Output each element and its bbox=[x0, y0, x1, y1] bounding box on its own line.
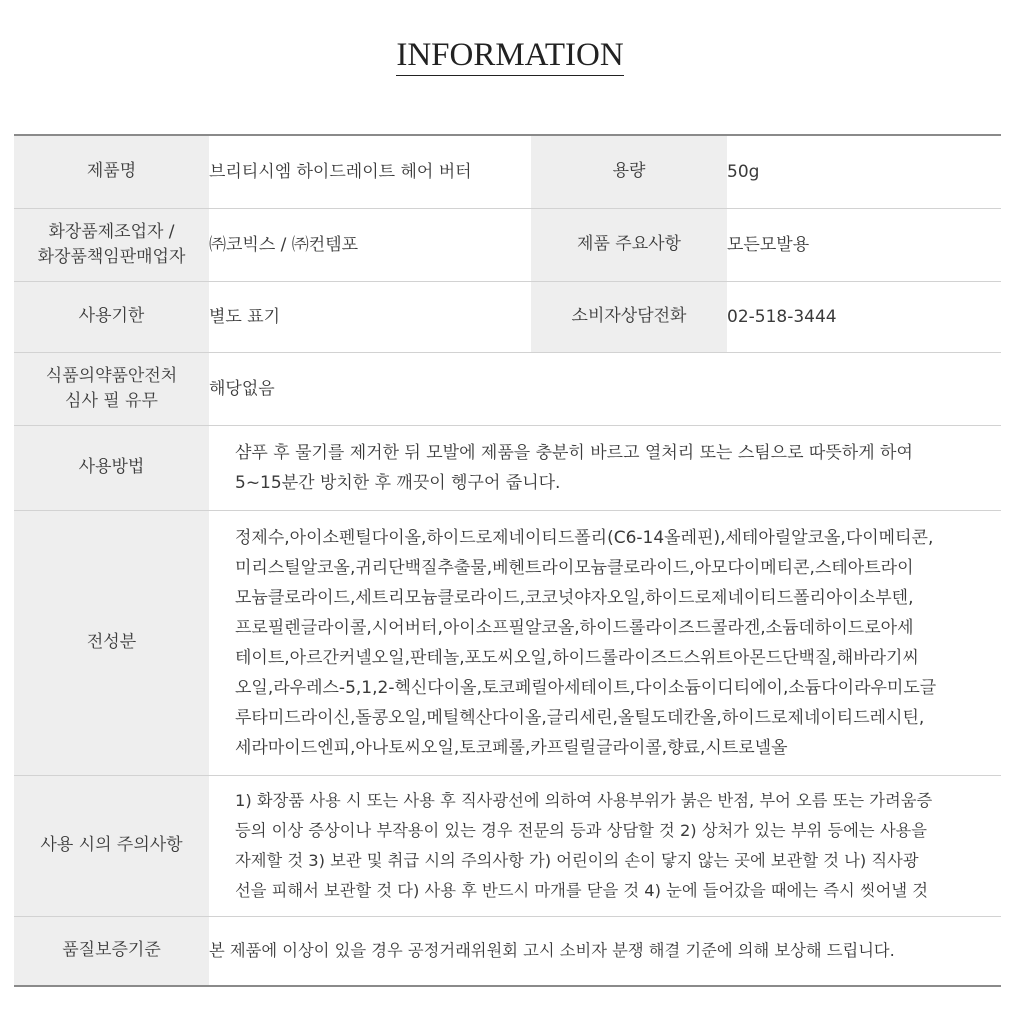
label-consumer-phone: 소비자상담전화 bbox=[531, 281, 727, 352]
usage-line: 5~15분간 방치한 후 깨끗이 헹구어 줍니다. bbox=[235, 472, 561, 493]
cautions-line: 1) 화장품 사용 시 또는 사용 후 직사광선에 의하여 사용부위가 붉은 반점, 부어 오름 또는 가려움증 bbox=[235, 790, 933, 810]
value-cautions bbox=[209, 775, 1001, 916]
product-info-table bbox=[14, 134, 1001, 987]
value-product-name: 브리티시엠 하이드레이트 헤어 버터 bbox=[209, 135, 531, 208]
table-row bbox=[14, 352, 1001, 425]
label-volume: 용량 bbox=[531, 135, 727, 208]
label-quality: 품질보증기준 bbox=[14, 916, 209, 986]
value-volume: 50g bbox=[727, 135, 1001, 208]
cautions-line: 자제할 것 3) 보관 및 취급 시의 주의사항 가) 어린이의 손이 닿지 않는 곳에 보관할 것 나) 직사광 bbox=[235, 850, 919, 870]
label-manufacturer-line2: 화장품책임판매업자 bbox=[37, 246, 186, 267]
value-mfds-review: 해당없음 bbox=[209, 352, 1001, 425]
table-row bbox=[14, 916, 1001, 986]
ingredients-line: 루타미드라이신,돌콩오일,메틸헥산다이올,글리세린,올틸도데칸올,하이드로제네이티드레시틴, bbox=[235, 707, 925, 728]
value-usage bbox=[209, 425, 1001, 510]
label-expiry: 사용기한 bbox=[14, 281, 209, 352]
value-quality bbox=[209, 916, 1001, 986]
cautions-line: 선을 피해서 보관할 것 다) 사용 후 반드시 마개를 닫을 것 4) 눈에 들어갔을 때에는 즉시 씻어낼 것 bbox=[235, 880, 928, 900]
quality-text: 본 제품에 이상이 있을 경우 공정거래위원회 고시 소비자 분쟁 해결 기준에 의해 보상해 드립니다. bbox=[209, 940, 895, 960]
ingredients-line: 정제수,아이소펜틸다이올,하이드로제네이티드폴리(C6-14올레핀),세테아릴알코올,다이메티콘, bbox=[235, 527, 934, 548]
label-manufacturer-line1: 화장품제조업자 / bbox=[48, 221, 175, 242]
label-manufacturer bbox=[14, 208, 209, 281]
table-row bbox=[14, 208, 1001, 281]
usage-line: 샴푸 후 물기를 제거한 뒤 모발에 제품을 충분히 바르고 열처리 또는 스팀으로 따뜻하게 하여 bbox=[235, 442, 913, 463]
label-ingredients: 전성분 bbox=[14, 510, 209, 775]
table-row bbox=[14, 135, 1001, 208]
table-row bbox=[14, 775, 1001, 916]
value-ingredients bbox=[209, 510, 1001, 775]
table-row bbox=[14, 510, 1001, 775]
label-mfds-review-line1: 식품의약품안전처 bbox=[45, 365, 178, 386]
label-product-name: 제품명 bbox=[14, 135, 209, 208]
label-mfds-review bbox=[14, 352, 209, 425]
label-cautions: 사용 시의 주의사항 bbox=[14, 775, 209, 916]
label-usage: 사용방법 bbox=[14, 425, 209, 510]
page-title: INFORMATION bbox=[0, 34, 1020, 76]
label-main-spec: 제품 주요사항 bbox=[531, 208, 727, 281]
value-expiry: 별도 표기 bbox=[209, 281, 531, 352]
value-main-spec: 모든모발용 bbox=[727, 208, 1001, 281]
table-row bbox=[14, 425, 1001, 510]
table-row bbox=[14, 281, 1001, 352]
ingredients-line: 미리스틸알코올,귀리단백질추출물,베헨트라이모늄클로라이드,아모다이메티콘,스테아트라이 bbox=[235, 557, 914, 578]
ingredients-line: 프로필렌글라이콜,시어버터,아이소프필알코올,하이드롤라이즈드콜라겐,소듐데하이드로아세 bbox=[235, 617, 914, 638]
ingredients-line: 테이트,아르간커넬오일,판테놀,포도씨오일,하이드롤라이즈드스위트아몬드단백질,해바라기씨 bbox=[235, 647, 919, 668]
cautions-line: 등의 이상 증상이나 부작용이 있는 경우 전문의 등과 상담할 것 2) 상처가 있는 부위 등에는 사용을 bbox=[235, 820, 927, 840]
label-mfds-review-line2: 심사 필 유무 bbox=[65, 390, 158, 411]
ingredients-line: 오일,라우레스-5,1,2-헥신다이올,토코페릴아세테이트,다이소듐이디티에이,소듐다이라우미도글 bbox=[235, 677, 937, 698]
ingredients-line: 세라마이드엔피,아나토씨오일,토코페롤,카프릴릴글라이콜,향료,시트로넬올 bbox=[235, 737, 788, 758]
ingredients-line: 모늄클로라이드,세트리모늄클로라이드,코코넛야자오일,하이드로제네이티드폴리아이소부텐, bbox=[235, 587, 914, 608]
value-manufacturer: ㈜코빅스 / ㈜컨템포 bbox=[209, 208, 531, 281]
value-consumer-phone: 02-518-3444 bbox=[727, 281, 1001, 352]
